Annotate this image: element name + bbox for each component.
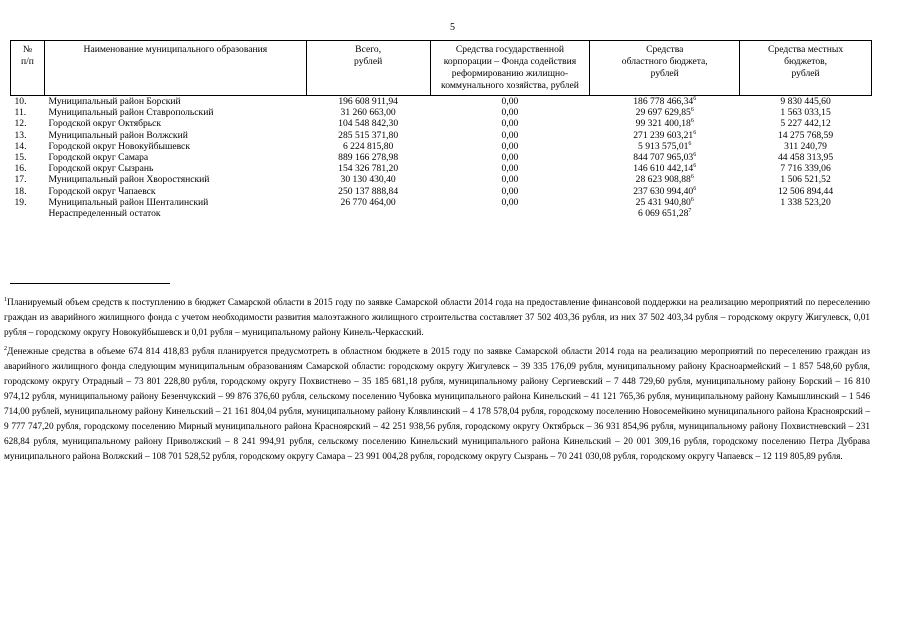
municipality-name — [44, 208, 306, 219]
regional-amount-value: 29 697 629,85 — [635, 107, 691, 119]
table-row — [11, 152, 872, 163]
local-amount — [740, 118, 872, 129]
total-amount — [306, 130, 430, 141]
local-amount-value: 1 563 033,15 — [780, 107, 831, 119]
total-amount — [306, 141, 430, 152]
municipality-name — [44, 152, 306, 163]
funding-table — [10, 40, 872, 219]
total-amount — [306, 152, 430, 163]
municipality-name — [44, 130, 306, 141]
total-amount-value: 196 608 911,94 — [338, 96, 398, 107]
row-number-value: 17. — [14, 174, 27, 186]
total-amount-value: 26 770 464,00 — [340, 196, 396, 208]
total-amount — [306, 118, 430, 129]
footnote-text: Планируемый объем средств к поступлению в бюджет Самарской области в 2015 году по заявке Самарской области 2014 года на предоставление финансовой поддержки на реализацию мероприятий по переселению граждан из аварийного жилищного фонда с учетом необходимости развития малоэтажного жилищного строительства составляет 37 502 403,36 рубля, из них 37 502 403,34 рубля – городскому округу Жигулевск, 0,01 рубля – городскому округу Новокуйбышевск и 0,01 рубля – муниципальному району Кинель-Черкасский. — [4, 298, 870, 338]
municipality-name — [44, 96, 306, 108]
row-number-value: 18. — [14, 185, 27, 197]
table-row — [11, 174, 872, 185]
footnote-ref: 6 — [688, 140, 692, 147]
municipality-name — [44, 141, 306, 152]
local-amount — [740, 197, 872, 208]
row-number-value: 16. — [14, 163, 27, 175]
footnote-separator — [10, 283, 170, 284]
footnote-ref: 6 — [690, 107, 694, 114]
local-amount-value: 9 830 445,60 — [780, 96, 831, 107]
local-amount-value: 311 240,79 — [784, 140, 827, 152]
local-amount — [740, 208, 872, 219]
fund-amount-value: 0,00 — [501, 129, 519, 141]
municipality-name-value: Городской округ Самара — [48, 152, 149, 164]
total-amount — [306, 107, 430, 118]
table-row — [11, 163, 872, 174]
header-num: № п/п — [11, 41, 45, 96]
regional-amount — [590, 130, 740, 141]
table-row — [11, 118, 872, 129]
total-amount — [306, 96, 430, 108]
fund-amount — [430, 152, 590, 163]
local-amount — [740, 130, 872, 141]
footnote-ref: 6 — [693, 163, 697, 170]
local-amount-value: 1 338 523,20 — [780, 196, 831, 208]
row-number — [11, 96, 45, 108]
footnote-mark: 2 — [4, 345, 7, 352]
total-amount — [306, 163, 430, 174]
regional-amount — [590, 118, 740, 129]
fund-amount-value: 0,00 — [501, 163, 519, 175]
row-number — [11, 174, 45, 185]
regional-amount-value: 271 239 603,21 — [633, 129, 694, 141]
footnote-ref: 6 — [690, 196, 694, 203]
row-number-value: 19. — [14, 196, 27, 208]
row-number — [11, 141, 45, 152]
fund-amount — [430, 130, 590, 141]
footnote-text: Денежные средства в объеме 674 814 418,83 рубля планируется предусмотреть в областном бюджете в 2015 году по заявке Самарской области 2014 года на реализацию мероприятий по переселению граждан из аварийного жилищного фонда следующим муниципальным образованиям Самарской области: городскому округу Жигулевск – 39 335 176,09 рубля, муниципальному району Красноармейский – 1 857 548,60 рубля, городскому округу Отрадный – 73 801 228,80 рубля, городскому округу Похвистнево – 35 185 681,18 рубля, муниципальному району Сергиевский – 7 448 729,60 рубля, муниципальному району Борский – 16 810 974,12 рубля, муниципальному району Безенчукский – 99 876 376,60 рубля, сельскому поселению Чубовка муниципального района Кинельский – 41 121 765,36 рубля, муниципальному району Камышлинский – 1 546 714,00 рублей, муниципальному району Кинельский – 21 161 804,04 рубля, муниципальному району Клявлинский – 4 178 578,04 рубля, городскому поселению Новосемейкино муниципального района Красноярский – 9 777 747,20 рубля, городскому поселению Мирный муниципального района Красноярский – 42 251 938,56 рубля, городскому округу Октябрьск – 36 931 854,96 рубля, муниципальному району Похвистневский – 231 628,84 рубля, муниципальному району Приволжский – 8 241 994,91 рубля, сельскому поселению Кинельский муниципального района Кинельский – 20 001 309,16 рубля, городскому поселению Петра Дубрава муниципального района Волжский – 108 701 528,52 рубля, городскому округу Самара – 23 991 004,28 рубля, городскому округу Сызрань – 70 241 030,08 рубля, городскому округу Чапаевск – 12 119 805,89 рубля. — [4, 347, 870, 462]
fund-amount — [430, 174, 590, 185]
regional-amount-value: 844 707 965,03 — [633, 152, 694, 164]
regional-amount-value: 146 610 442,14 — [633, 163, 694, 175]
regional-amount — [590, 96, 740, 108]
municipality-name-value: Городской округ Чапаевск — [48, 185, 156, 197]
fund-amount — [430, 186, 590, 197]
local-amount-value: 1 506 521,52 — [780, 174, 831, 186]
fund-amount-value: 0,00 — [501, 196, 519, 208]
local-amount — [740, 152, 872, 163]
regional-amount-value: 28 623 908,88 — [635, 174, 691, 186]
regional-amount-value: 99 321 400,18 — [635, 118, 691, 130]
footnote-mark: 1 — [4, 296, 7, 303]
regional-amount-value: 25 431 940,80 — [635, 196, 691, 208]
footnote-ref: 6 — [690, 174, 694, 181]
regional-amount-value: 186 778 466,34 — [633, 96, 694, 107]
footnotes — [4, 296, 870, 469]
fund-amount-value: 0,00 — [501, 96, 519, 107]
row-number — [11, 152, 45, 163]
fund-amount — [430, 208, 590, 219]
row-number — [11, 208, 45, 219]
row-number — [11, 197, 45, 208]
municipality-name-value: Городской округ Новокуйбышевск — [48, 140, 190, 152]
table-row — [11, 186, 872, 197]
row-number — [11, 107, 45, 118]
page-number: 5 — [450, 22, 455, 33]
municipality-name-value: Муниципальный район Волжский — [48, 129, 188, 141]
table-row — [11, 107, 872, 118]
regional-amount — [590, 163, 740, 174]
local-amount — [740, 186, 872, 197]
regional-amount — [590, 197, 740, 208]
municipality-name — [44, 107, 306, 118]
total-amount — [306, 174, 430, 185]
fund-amount-value: 0,00 — [501, 152, 519, 164]
total-amount-value: 889 166 278,98 — [338, 152, 399, 164]
local-amount-value: 44 458 313,95 — [777, 152, 834, 164]
municipality-name-value: Городской округ Сызрань — [48, 163, 154, 175]
local-amount — [740, 96, 872, 108]
fund-amount — [430, 141, 590, 152]
footnote-2 — [4, 345, 870, 465]
table-row — [11, 96, 872, 108]
row-number-value: 15. — [14, 152, 27, 164]
regional-amount — [590, 107, 740, 118]
municipality-name — [44, 163, 306, 174]
row-number — [11, 118, 45, 129]
municipality-name — [44, 118, 306, 129]
row-number-value: 10. — [14, 96, 27, 107]
regional-amount — [590, 152, 740, 163]
municipality-name — [44, 186, 306, 197]
regional-amount — [590, 208, 740, 219]
municipality-name-value: Муниципальный район Хворостянский — [48, 174, 210, 186]
local-amount-value: 12 506 894,44 — [777, 185, 834, 197]
table-row — [11, 208, 872, 219]
header-total: Всего, рублей — [306, 41, 430, 96]
footnote-ref: 6 — [690, 118, 694, 125]
header-corp: Средства государственной корпорации – Фонда содействия реформированию жилищно-коммунального хозяйства, рублей — [430, 41, 590, 96]
municipality-name-value: Муниципальный район Борский — [48, 96, 181, 107]
total-amount-value: 250 137 888,84 — [338, 185, 399, 197]
footnote-ref: 6 — [693, 185, 697, 192]
header-local: Средства местных бюджетов, рублей — [740, 41, 872, 96]
local-amount — [740, 141, 872, 152]
local-amount — [740, 107, 872, 118]
row-number-value: 14. — [14, 140, 27, 152]
local-amount-value: 7 716 339,06 — [780, 163, 831, 175]
local-amount — [740, 174, 872, 185]
municipality-name-value: Нераспределенный остаток — [48, 208, 161, 220]
table-row — [11, 141, 872, 152]
regional-amount — [590, 186, 740, 197]
fund-amount — [430, 96, 590, 108]
table-header-row — [11, 41, 872, 96]
table-row — [11, 130, 872, 141]
header-name: Наименование муниципального образования — [44, 41, 306, 96]
municipality-name-value: Муниципальный район Ставропольский — [48, 107, 214, 119]
row-number — [11, 186, 45, 197]
fund-amount-value: 0,00 — [501, 118, 519, 130]
fund-amount-value: 0,00 — [501, 140, 519, 152]
total-amount-value: 31 260 663,00 — [340, 107, 396, 119]
local-amount-value: 14 275 768,59 — [777, 129, 834, 141]
municipality-name — [44, 174, 306, 185]
local-amount — [740, 163, 872, 174]
municipality-name-value: Городской округ Октябрьск — [48, 118, 162, 130]
footnote-1 — [4, 296, 870, 341]
total-amount-value: 30 130 430,40 — [340, 174, 396, 186]
regional-amount-value: 5 913 575,01 — [638, 140, 689, 152]
table-body — [11, 96, 872, 220]
fund-amount — [430, 163, 590, 174]
regional-amount — [590, 141, 740, 152]
footnote-ref: 6 — [693, 129, 697, 136]
fund-amount-value: 0,00 — [501, 174, 519, 186]
footnote-ref: 6 — [693, 151, 697, 158]
row-number — [11, 130, 45, 141]
total-amount-value: 154 326 781,20 — [338, 163, 399, 175]
row-number-value: 13. — [14, 129, 27, 141]
total-amount — [306, 197, 430, 208]
total-amount-value: 285 515 371,80 — [338, 129, 399, 141]
municipality-name-value: Муниципальный район Шенталинский — [48, 196, 209, 208]
fund-amount-value: 0,00 — [501, 107, 519, 119]
total-amount-value: 104 548 842,30 — [338, 118, 399, 130]
footnote-ref: 7 — [688, 207, 692, 214]
row-number-value: 12. — [14, 118, 27, 130]
total-amount — [306, 208, 430, 219]
total-amount-value: 6 224 815,80 — [342, 140, 394, 152]
row-number-value: 11. — [14, 107, 27, 119]
local-amount-value: 5 227 442,12 — [780, 118, 831, 130]
fund-amount — [430, 197, 590, 208]
regional-amount-value: 237 630 994,40 — [633, 185, 694, 197]
municipality-name — [44, 197, 306, 208]
regional-amount — [590, 174, 740, 185]
total-amount — [306, 186, 430, 197]
table-row — [11, 197, 872, 208]
row-number — [11, 163, 45, 174]
header-regional: Средства областного бюджета, рублей — [590, 41, 740, 96]
fund-amount — [430, 118, 590, 129]
fund-amount — [430, 107, 590, 118]
fund-amount-value: 0,00 — [501, 185, 519, 197]
regional-amount-value: 6 069 651,28 — [638, 208, 689, 220]
footnote-ref: 6 — [693, 95, 697, 102]
